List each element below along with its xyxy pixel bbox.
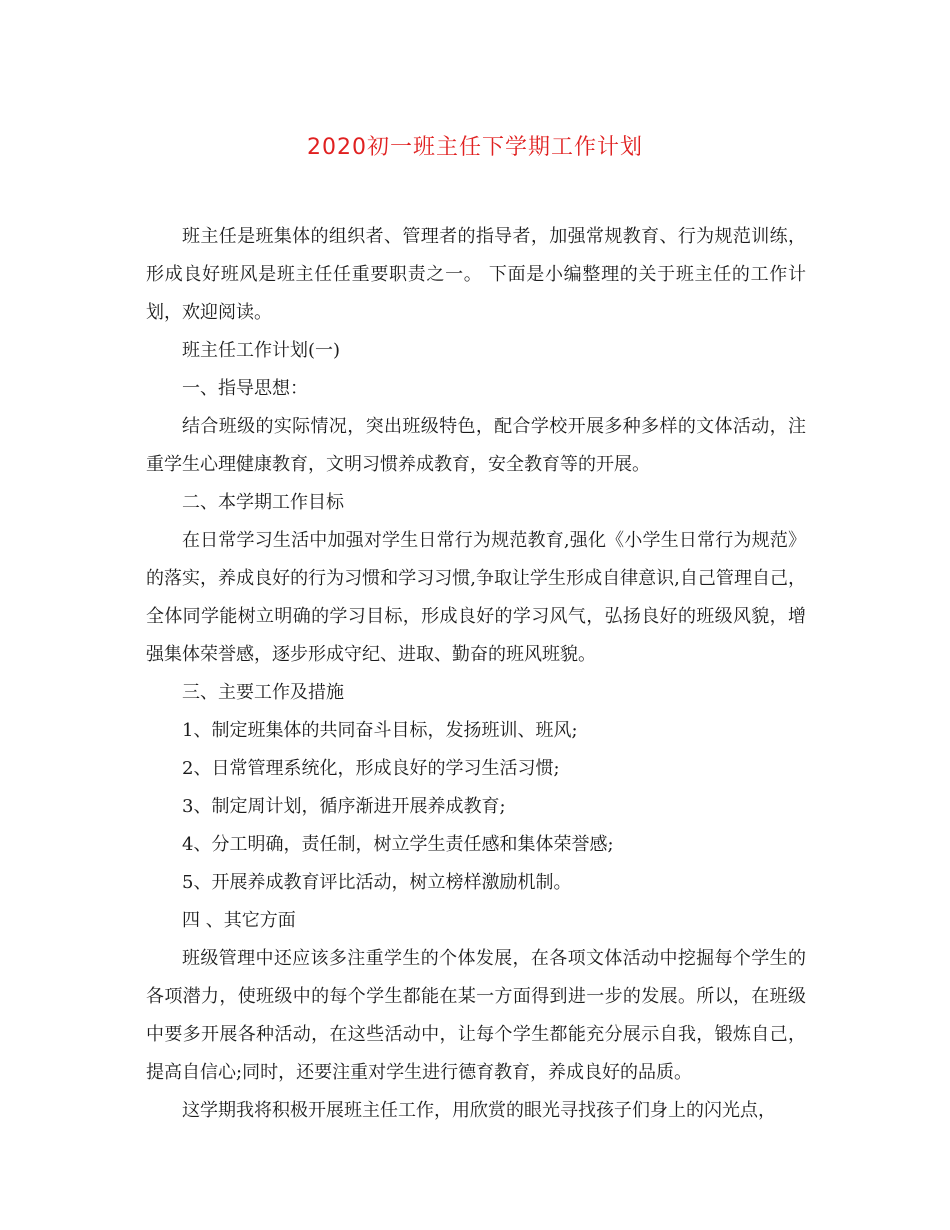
measure-item-3: 3、制定周计划，循序渐进开展养成教育; <box>182 796 506 817</box>
section-heading-semester-goals: 二、本学期工作目标 <box>182 492 344 513</box>
measure-item-2: 2、日常管理系统化，形成良好的学习生活习惯; <box>182 758 560 779</box>
intro-paragraph: 班主任是班集体的组织者、管理者的指导者，加强常规教育、行为规范训练，形成良好班风是班主任任重要职责之一。 下面是小编整理的关于班主任的工作计划，欢迎阅读。 <box>146 226 806 323</box>
other-aspects-paragraph: 班级管理中还应该多注重学生的个体发展，在各项文体活动中挖掘每个学生的各项潜力，使班级中的每个学生都能在某一方面得到进一步的发展。所以，在班级中要多开展各种活动，在这些活动中，让每个学生都能充分展示自我，锻炼自己，提高自信心;同时，还要注重对学生进行德育教育，养成良好的品质。 <box>146 948 806 1083</box>
document-title: 2020初一班主任下学期工作计划 <box>307 135 643 160</box>
plan-heading: 班主任工作计划(一) <box>182 340 341 361</box>
guiding-thought-paragraph: 结合班级的实际情况，突出班级特色，配合学校开展多种多样的文体活动，注重学生心理健康教育，文明习惯养成教育，安全教育等的开展。 <box>146 416 806 475</box>
section-heading-main-measures: 三、主要工作及措施 <box>182 682 344 703</box>
section-heading-guiding-thought: 一、指导思想： <box>182 378 308 399</box>
measure-item-4: 4、分工明确，责任制，树立学生责任感和集体荣誉感; <box>182 834 614 855</box>
semester-goals-paragraph: 在日常学习生活中加强对学生日常行为规范教育,强化《小学生日常行为规范》的落实，养成良好的行为习惯和学习习惯,争取让学生形成自律意识,自己管理自己，全体同学能树立明确的学习目标，形成良好的学习风气，弘扬良好的班级风貌，增强集体荣誉感，逐步形成守纪、进取、勤奋的班风班貌。 <box>146 530 806 665</box>
measure-item-1: 1、制定班集体的共同奋斗目标，发扬班训、班风; <box>182 720 578 741</box>
closing-paragraph: 这学期我将积极开展班主任工作，用欣赏的眼光寻找孩子们身上的闪光点， <box>182 1100 776 1121</box>
document-body <box>146 218 806 1130</box>
section-heading-other-aspects: 四 、其它方面 <box>182 910 296 931</box>
measure-item-5: 5、开展养成教育评比活动，树立榜样激励机制。 <box>182 872 572 893</box>
